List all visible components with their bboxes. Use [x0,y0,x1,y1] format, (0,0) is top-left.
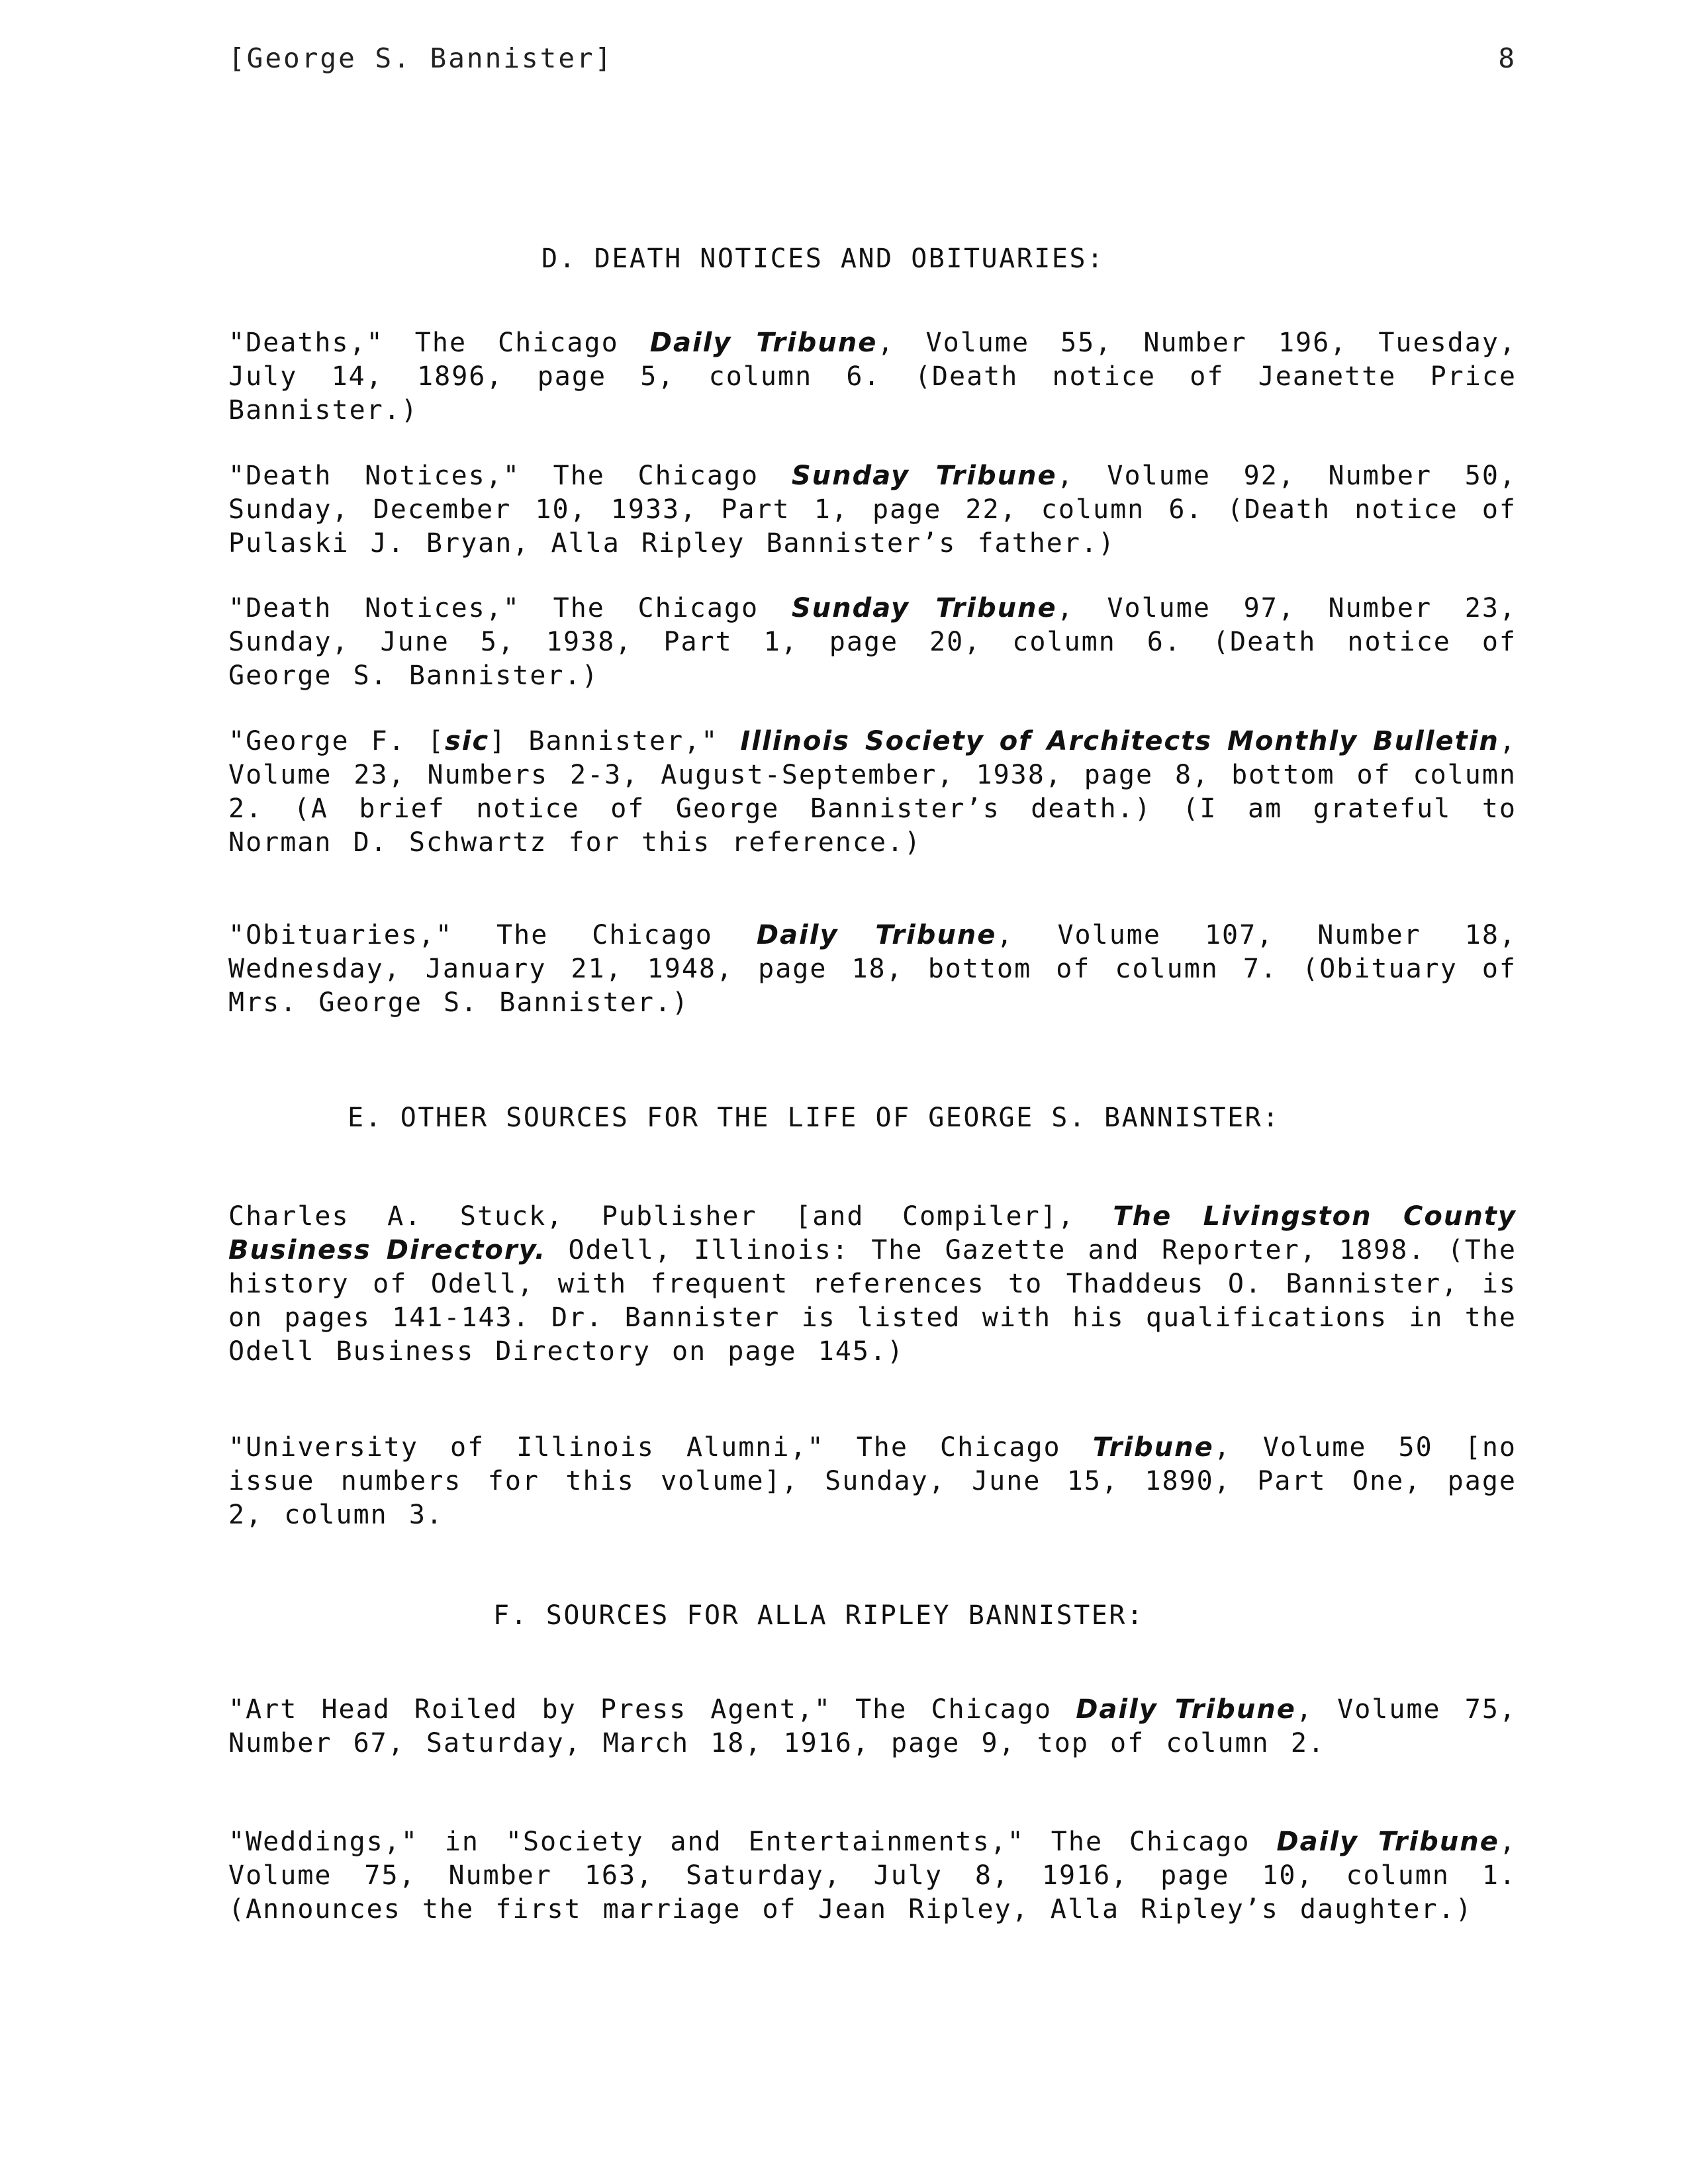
citation-title: "George F. [ [228,726,445,756]
citation-title: "Weddings," in "Society and Entertainments," The Chicago [228,1827,1277,1857]
citation-title: "Deaths," The Chicago [228,328,650,358]
section-heading-d: D. DEATH NOTICES AND OBITUARIES: [541,244,1105,274]
citation-entry [228,919,1517,1020]
citation-entry [228,326,1517,428]
citation-periodical: Daily Tribune [649,328,878,358]
citation-title: "University of Illinois Alumni," The Chicago [228,1432,1093,1463]
citation-periodical: The Livingston County Business Directory. [228,1201,1517,1265]
citation-entry [228,1431,1517,1532]
citation-title: Charles A. Stuck, Publisher [and Compiler], [228,1201,1113,1232]
citation-details: , Volume 75, Number 163, Saturday, July 8, 1916, page 10, column 1. (Announces the first marriage of Jean Ripley, Alla Ripley’s daughter.) [228,1827,1517,1925]
citation-entry [228,1200,1517,1369]
citation-periodical: Sunday Tribune [791,461,1057,491]
citation-details: , Volume 23, Numbers 2-3, August-September, 1938, page 8, bottom of column 2. (A brief notice of George Bannister’s death.) (I am grateful to Norman D. Schwartz for this reference.) [228,726,1517,858]
citation-details: , Volume 92, Number 50, Sunday, December 10, 1933, Part 1, page 22, column 6. (Death notice of Pulaski J. Bryan, Alla Ripley Bannister’s father.) [228,461,1517,559]
citation-title: "Death Notices," The Chicago [228,593,792,623]
citation-details: , Volume 97, Number 23, Sunday, June 5, 1938, Part 1, page 20, column 6. (Death notice of George S. Bannister.) [228,593,1517,691]
citation-title: "Death Notices," The Chicago [228,461,792,491]
citation-details: Odell, Illinois: The Gazette and Reporter, 1898. (The history of Odell, with frequent references to Thaddeus O. Bannister, is on pages 141-143. Dr. Bannister is listed with his qualifications in the Odell Business Directory on page 145.) [228,1235,1517,1367]
citation-title: "Art Head Roiled by Press Agent," The Chicago [228,1694,1076,1725]
section-heading-e: E. OTHER SOURCES FOR THE LIFE OF GEORGE S. BANNISTER: [348,1103,1280,1133]
citation-entry [228,1825,1517,1927]
citation-entry [228,459,1517,561]
citation-periodical: Daily Tribune [1276,1827,1499,1857]
citation-entry [228,725,1517,860]
citation-details: , Volume 107, Number 18, Wednesday, January 21, 1948, page 18, bottom of column 7. (Obituary of Mrs. George S. Bannister.) [228,920,1517,1018]
page-number: 8 [1498,42,1515,74]
citation-title: "Obituaries," The Chicago [228,920,757,950]
citation-entry [228,592,1517,693]
citation-details: , Volume 50 [no issue numbers for this volume], Sunday, June 15, 1890, Part One, page 2, column 3. [228,1432,1517,1530]
citation-periodical: Sunday Tribune [791,593,1057,623]
citation-periodical: Daily Tribune [1076,1694,1296,1725]
citation-entry [228,1693,1517,1760]
citation-details: , Volume 55, Number 196, Tuesday, July 14, 1896, page 5, column 6. (Death notice of Jeanette Price Bannister.) [228,328,1517,426]
running-head: [George S. Bannister] [228,42,614,74]
section-heading-f: F. SOURCES FOR ALLA RIPLEY BANNISTER: [493,1600,1145,1631]
citation-periodical: Daily Tribune [756,920,997,950]
citation-details: , Volume 75, Number 67, Saturday, March 18, 1916, page 9, top of column 2. [228,1694,1517,1758]
citation-periodical: Illinois Society of Architects Monthly Bulletin [740,726,1499,756]
citation-title-continued: ] Bannister," [489,726,741,756]
citation-sic: sic [445,726,490,756]
citation-periodical: Tribune [1092,1432,1214,1463]
